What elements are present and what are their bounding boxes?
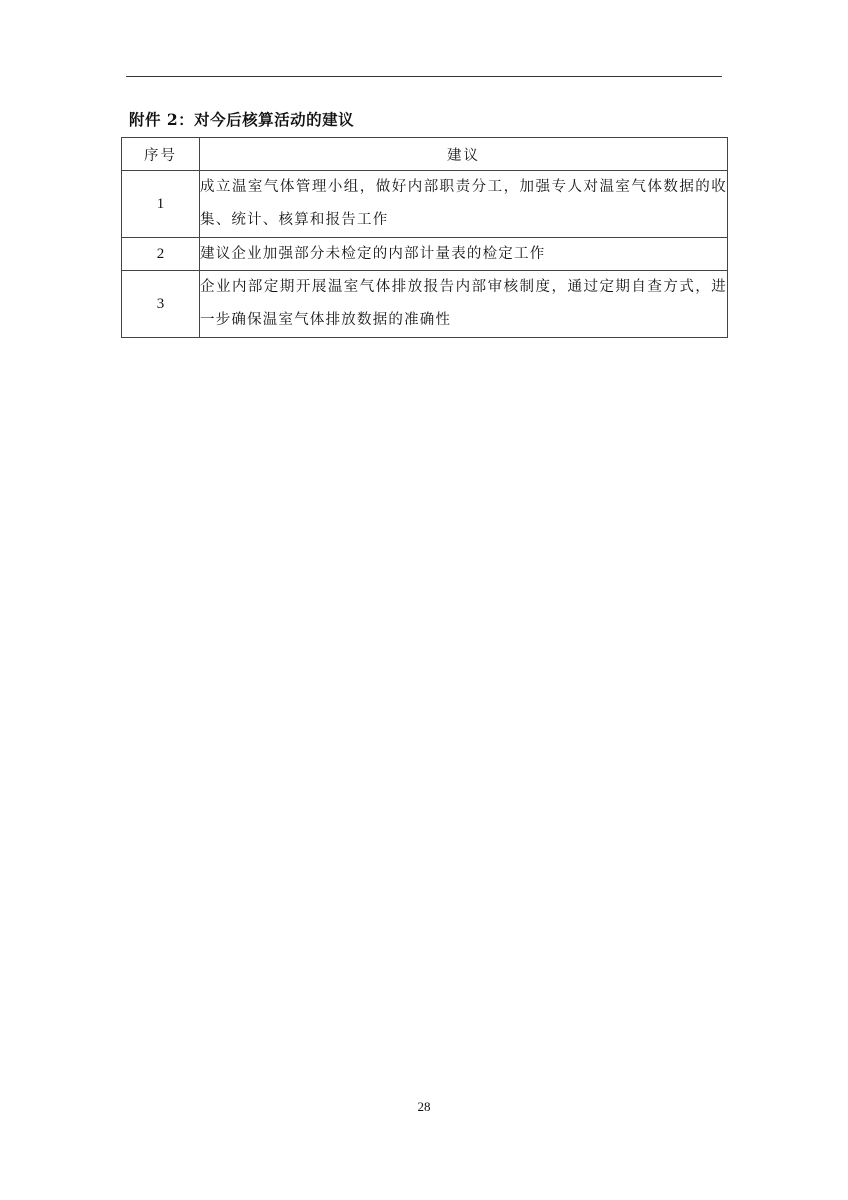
row-suggestion: 成立温室气体管理小组，做好内部职责分工，加强专人对温室气体数据的收集、统计、核算和报告工作 [200, 171, 728, 238]
suggestions-table [121, 137, 728, 338]
row-number: 3 [122, 271, 200, 338]
row-number: 2 [122, 238, 200, 271]
table-header-row [122, 138, 728, 171]
column-header-suggestion: 建议 [200, 138, 728, 171]
header-rule [126, 76, 722, 77]
table-row [122, 171, 728, 238]
column-header-no: 序号 [122, 138, 200, 171]
row-suggestion: 企业内部定期开展温室气体排放报告内部审核制度，通过定期自查方式，进一步确保温室气体排放数据的准确性 [200, 271, 728, 338]
row-number: 1 [122, 171, 200, 238]
table-row [122, 271, 728, 338]
section-title: 附件 2：对今后核算活动的建议 [129, 110, 355, 129]
page-number: 28 [417, 1099, 431, 1114]
row-suggestion: 建议企业加强部分未检定的内部计量表的检定工作 [200, 238, 728, 271]
table-row [122, 238, 728, 271]
